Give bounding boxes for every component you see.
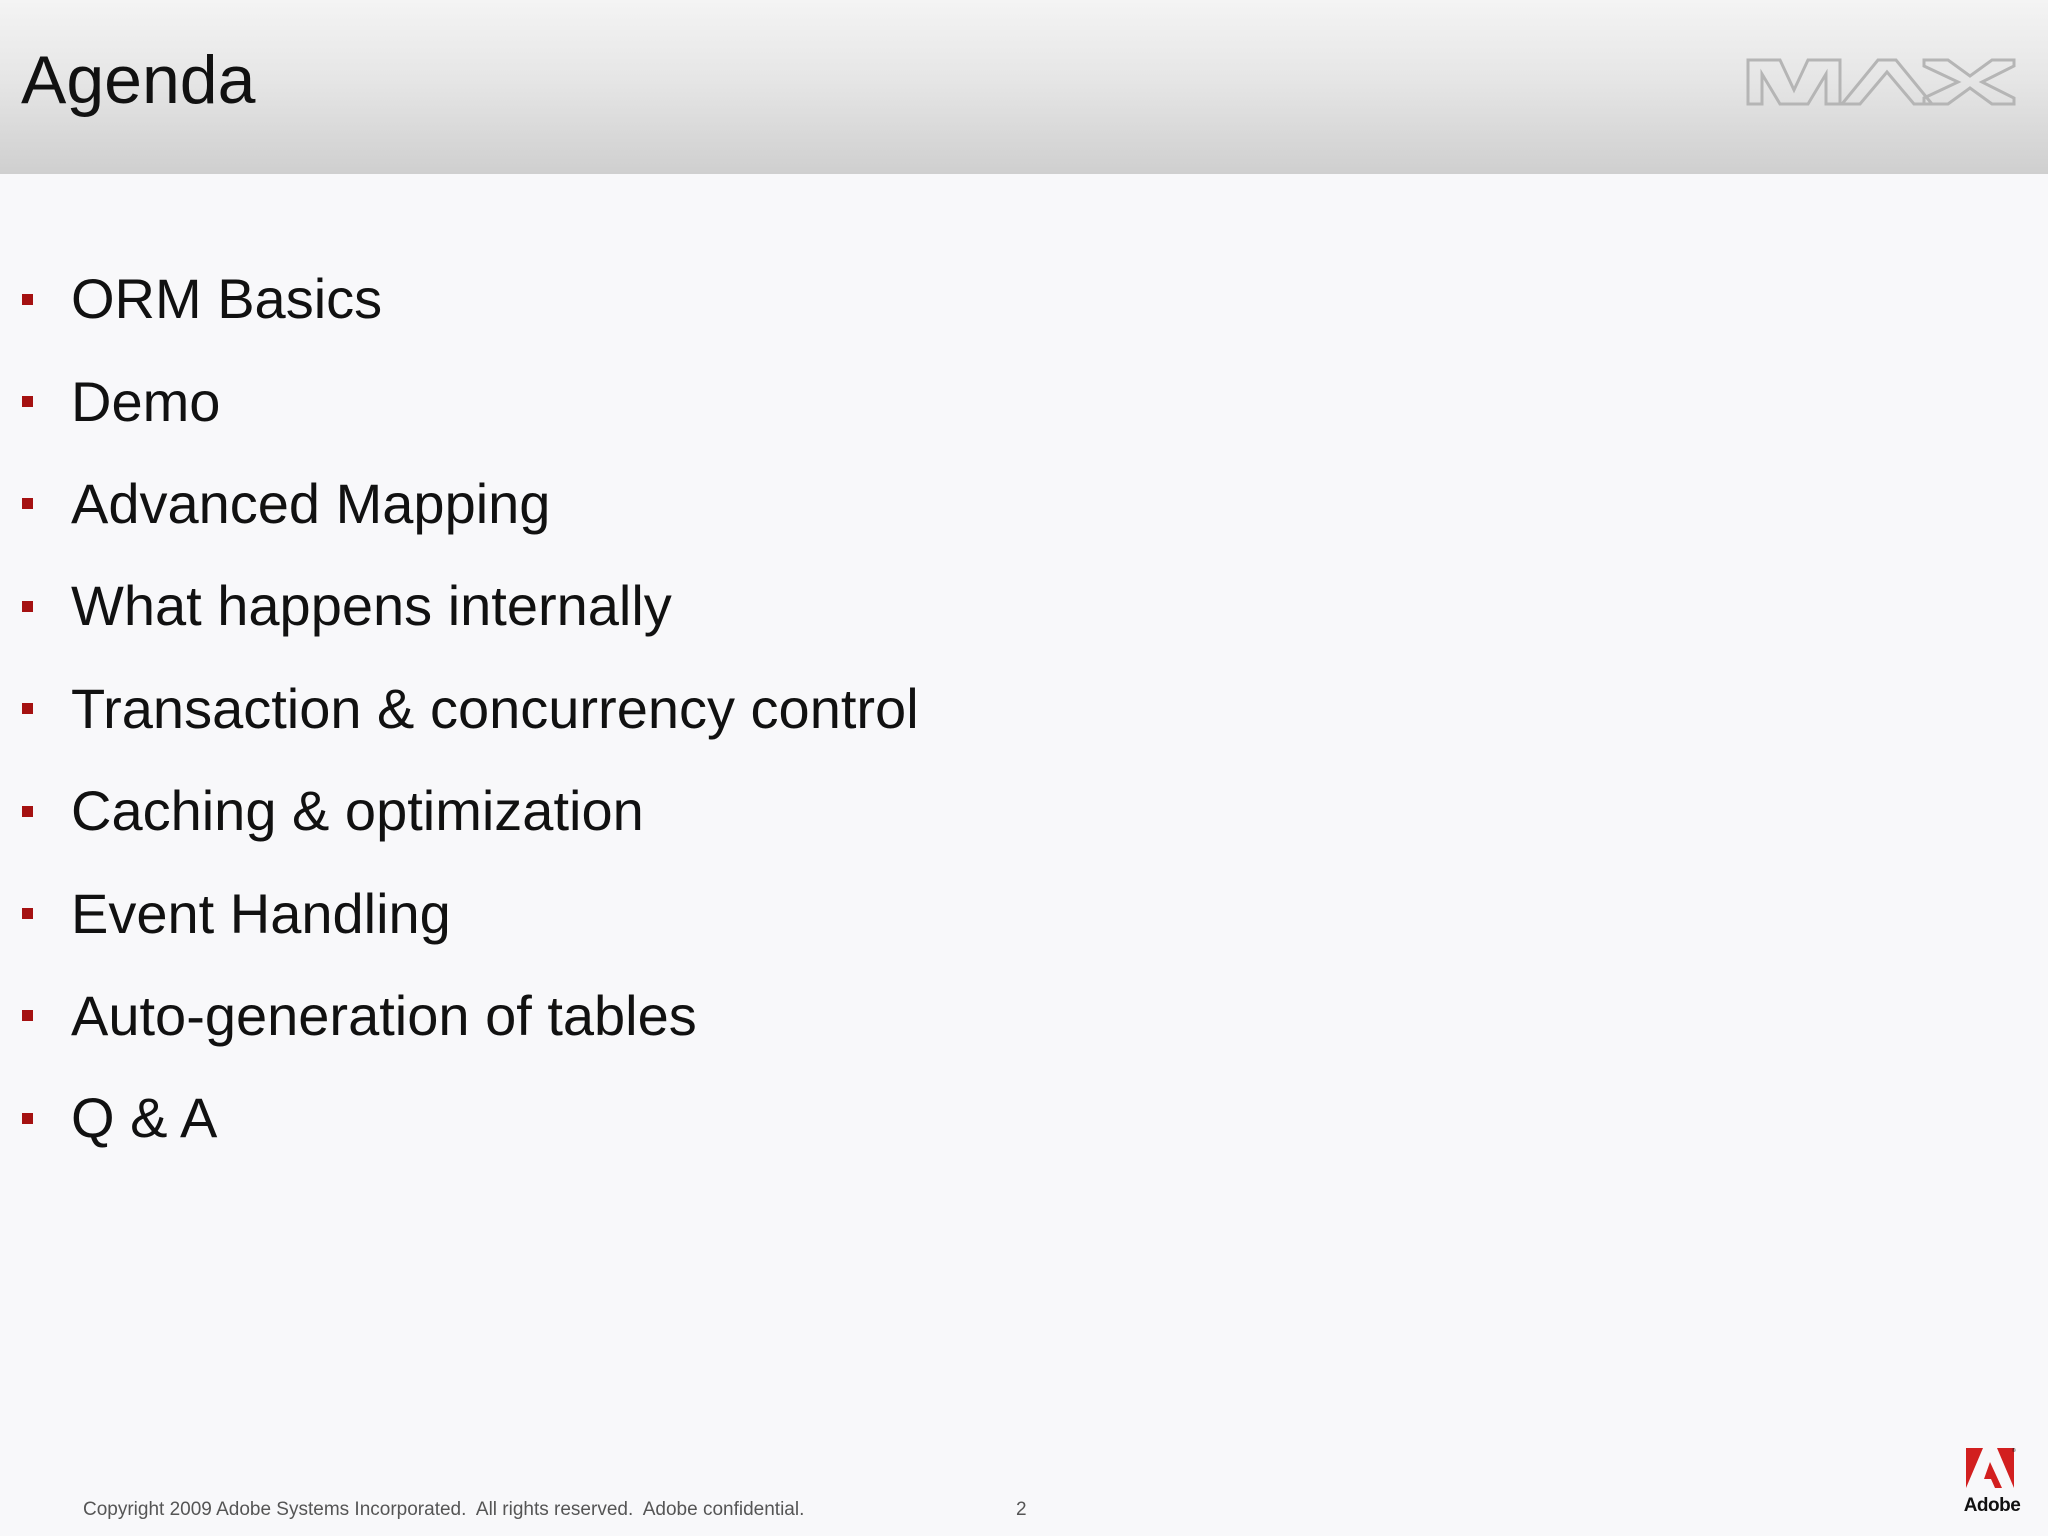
agenda-item-label: Demo xyxy=(71,369,221,433)
bullet-square-icon xyxy=(22,1010,33,1021)
agenda-item-label: Event Handling xyxy=(71,881,451,945)
bullet-square-icon xyxy=(22,806,33,817)
bullet-square-icon xyxy=(22,908,33,919)
agenda-item-label: What happens internally xyxy=(71,574,672,638)
adobe-logo xyxy=(1962,1448,2022,1532)
svg-text:®: ® xyxy=(2012,1448,2016,1454)
agenda-item-label: Advanced Mapping xyxy=(71,471,551,535)
max-logo-icon xyxy=(1746,56,2016,108)
slide-title: Agenda xyxy=(21,42,256,118)
agenda-item-label: Caching & optimization xyxy=(71,779,644,843)
bullet-square-icon xyxy=(22,1113,33,1124)
agenda-item-label: ORM Basics xyxy=(71,267,383,331)
copyright-notice: Copyright 2009 Adobe Systems Incorporated. All rights reserved. Adobe confidential. xyxy=(83,1499,805,1520)
bullet-square-icon xyxy=(22,601,33,612)
bullet-square-icon xyxy=(22,294,33,305)
agenda-item-label: Auto-generation of tables xyxy=(71,983,697,1047)
bullet-square-icon xyxy=(22,396,33,407)
bullet-square-icon xyxy=(22,703,33,714)
slide-header xyxy=(0,0,2048,174)
page-number: 2 xyxy=(1016,1499,1027,1520)
bullet-square-icon xyxy=(22,498,33,509)
adobe-wordmark: Adobe xyxy=(1963,1495,2021,1516)
agenda-item-label: Q & A xyxy=(71,1086,218,1150)
agenda-item-label: Transaction & concurrency control xyxy=(71,676,919,740)
adobe-a-icon xyxy=(1966,1448,2016,1492)
